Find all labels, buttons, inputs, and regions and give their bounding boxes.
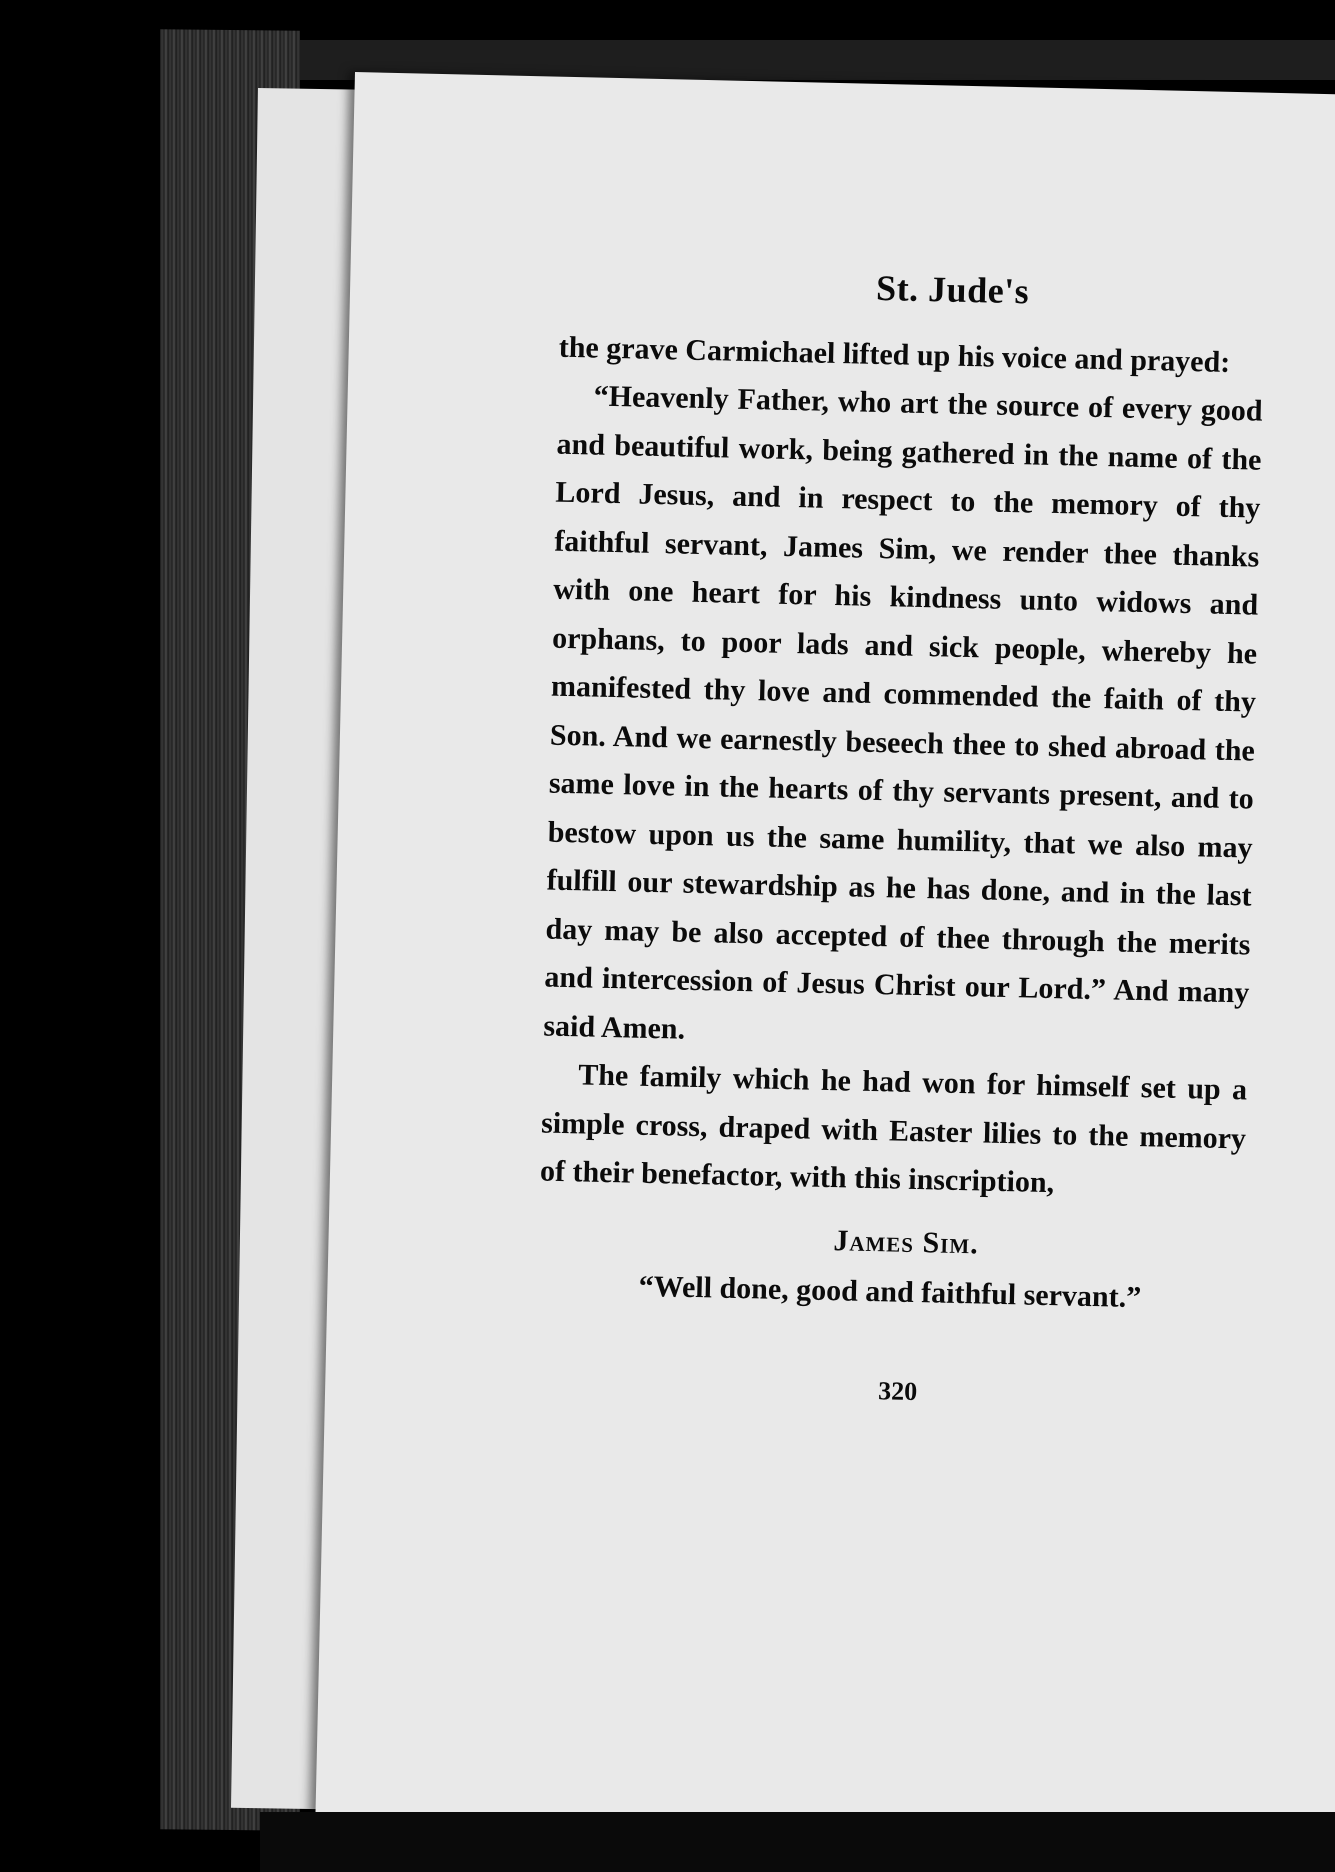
book-page bbox=[315, 72, 1335, 1855]
running-head: St. Jude's bbox=[875, 267, 1030, 312]
page-text-block bbox=[535, 257, 1266, 1424]
bottom-shadow bbox=[260, 1812, 1335, 1872]
paragraph-prayer: “Heavenly Father, who art the source of every good and beautiful work, being gathered in the name of the Lord Jesus, and in respect to the memory of thy faithful servant, James Sim, we render thee thanks with one heart for his kindness unto widows and orphans, to poor lads and sick people, whereby he manifested thy love and commended the faith of thy Son. And we earnestly beseech thee to shed abroad the same love in the hearts of thy servants present, and to bestow upon us the same humility, that we also may fulfill our stewardship as he has done, and in the last day may be also accepted of thee through the merits and intercession of Jesus Christ our Lord.” And many said Amen. bbox=[543, 379, 1263, 1046]
paragraph-cross: The family which he had won for himself set up a simple cross, draped with Easter lilies to the memory of their benefactor, with this inscription, bbox=[539, 1058, 1248, 1200]
book-top-edge bbox=[170, 40, 1335, 80]
inscription-name: James Sim. bbox=[833, 1223, 980, 1260]
paragraph-opening: the grave Carmichael lifted up his voice and prayed: bbox=[558, 330, 1231, 379]
inscription-quote: “Well done, good and faithful servant.” bbox=[638, 1269, 1142, 1315]
page-number: 320 bbox=[877, 1375, 918, 1406]
